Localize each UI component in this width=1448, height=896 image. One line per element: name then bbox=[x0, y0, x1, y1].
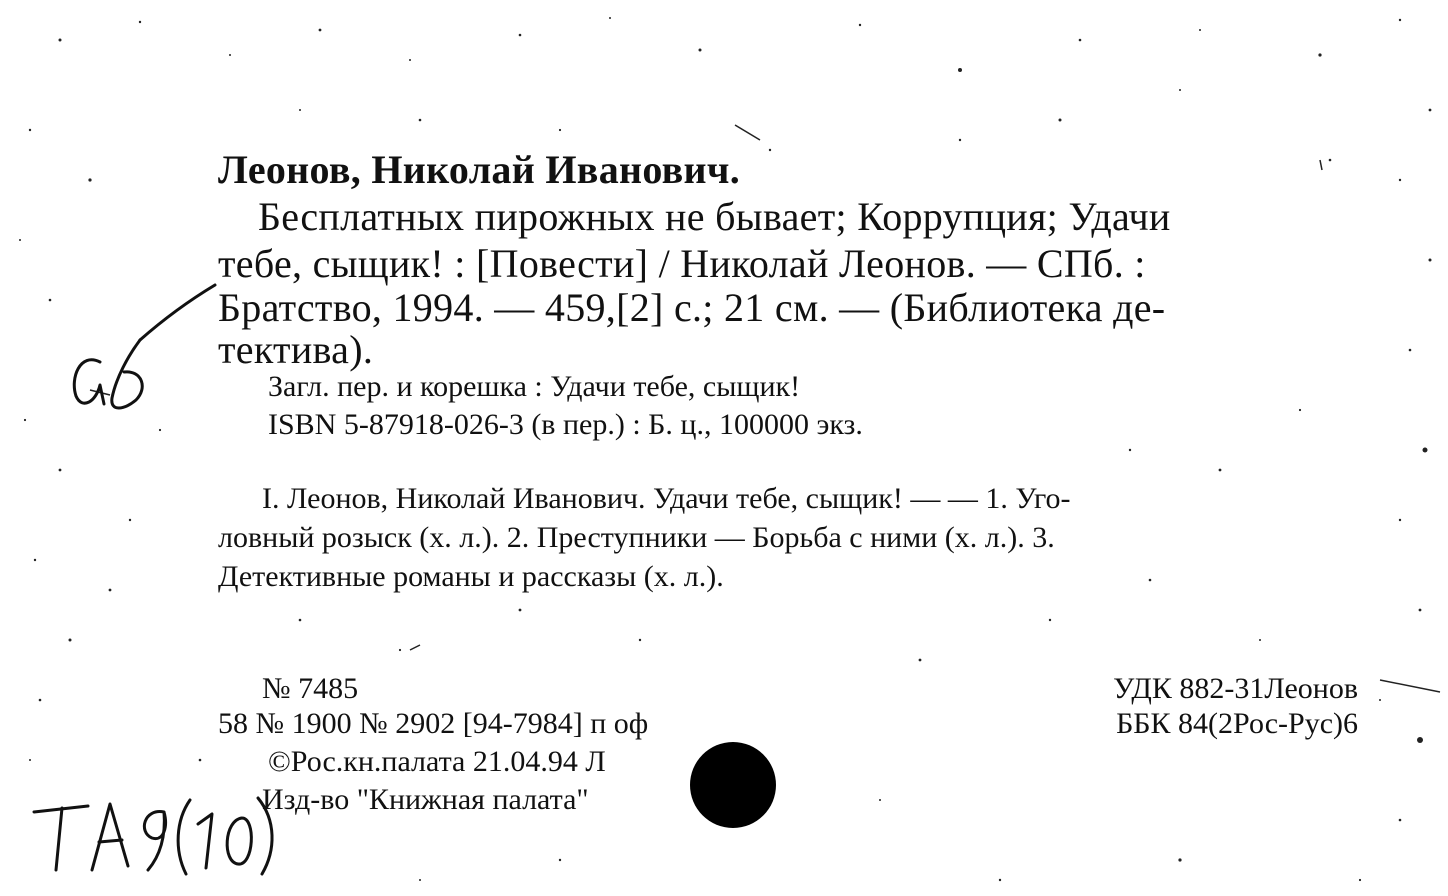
registration-numbers: 58 № 1900 № 2902 [94-7984] п оф bbox=[218, 707, 649, 740]
udc-code: УДК 882-31Леонов bbox=[1113, 672, 1358, 705]
bbk-code: ББК 84(2Рос-Рус)6 bbox=[1116, 707, 1358, 740]
description-line-3: Братство, 1994. — 459,[2] с.; 21 см. — (Библиотека де- bbox=[218, 285, 1166, 330]
note-isbn: ISBN 5-87918-026-3 (в пер.) : Б. ц., 100000 экз. bbox=[268, 408, 863, 441]
tracing-line-1: I. Леонов, Николай Иванович. Удачи тебе, сыщик! — — 1. Уго- bbox=[262, 482, 1071, 515]
description-line-4: тектива). bbox=[218, 327, 374, 372]
card-number: № 7485 bbox=[262, 672, 359, 705]
publisher-line: Изд-во "Книжная палата" bbox=[262, 783, 589, 816]
tracing-line-3: Детективные романы и рассказы (х. л.). bbox=[218, 560, 724, 593]
copyright-line: ©Рос.кн.палата 21.04.94 Л bbox=[268, 745, 606, 778]
note-title-source: Загл. пер. и корешка : Удачи тебе, сыщик! bbox=[268, 370, 801, 403]
description-line-1: Бесплатных пирожных не бывает; Коррупция; Удачи bbox=[258, 194, 1171, 239]
description-line-2: тебе, сыщик! : [Повести] / Николай Леонов. — СПб. : bbox=[218, 241, 1146, 286]
card-heading: Леонов, Николай Иванович. bbox=[218, 147, 741, 192]
tracing-line-2: ловный розыск (х. л.). 2. Преступники — Борьба с ними (х. л.). 3. bbox=[218, 521, 1055, 554]
